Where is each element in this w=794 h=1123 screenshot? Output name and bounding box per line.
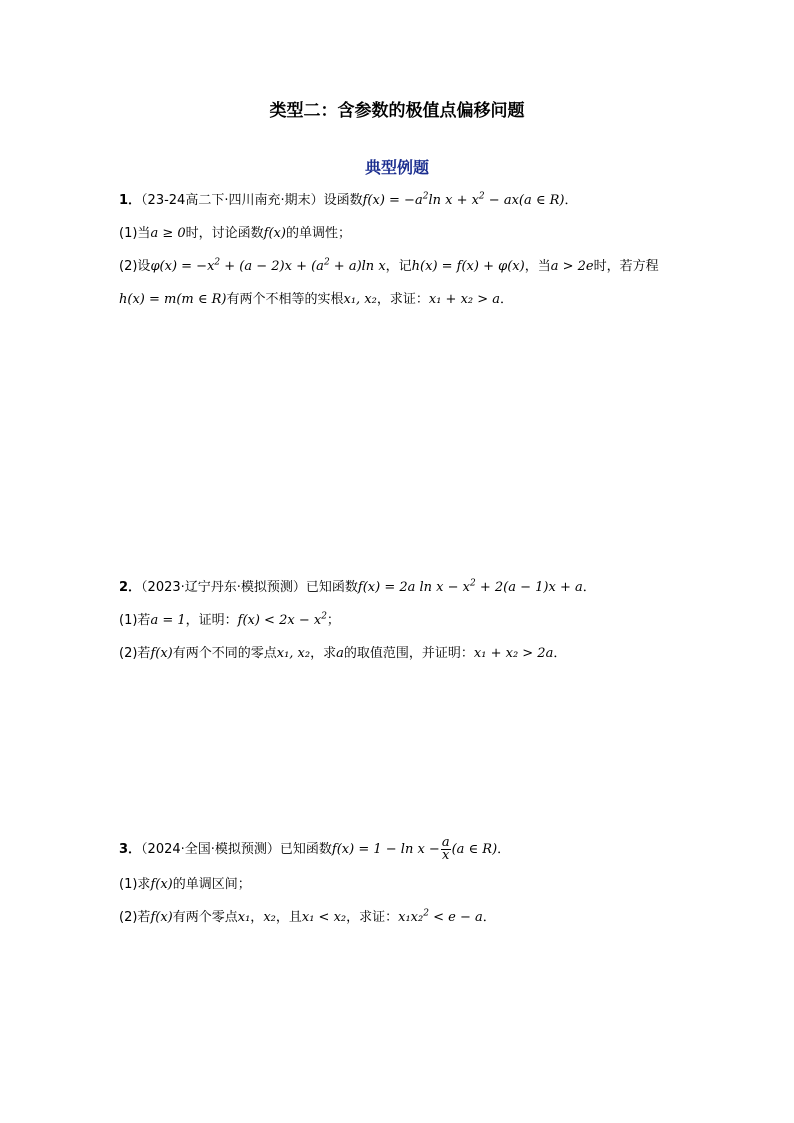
question-2-part-2: (2)若f(x)有两个不同的零点x₁, x₂，求a的取值范围，并证明：x₁ + x₂ > 2a． [119,646,567,661]
question-number: 1． [119,193,142,208]
question-source: （2023·辽宁丹东·模拟预测） [141,580,306,595]
fraction: $\frac{a}{x}$ [441,835,450,863]
question-1-part-2-cont: h(x) = m(m ∈ R)有两个不相等的实根x₁, x₂，求证：x₁ + x₂ > a． [119,292,514,307]
formula: f(x) = 2a $\ln x - x^2 + 2(a - 1)x + a$ [357,578,583,595]
page-title: 类型二：含参数的极值点偏移问题 [269,101,525,121]
question-3-part-1: (1)求f(x)的单调区间； [119,877,251,892]
question-2-part-1: (1)若a = 1，证明：$f(x) < 2x - x^2$； [119,611,340,628]
question-3-stem: 3．（2024·全国·模拟预测）已知函数f(x) = 1 − ln x − $\frac{a}{x}$ (a ∈ R)． [119,835,511,863]
formula: $\varphi(x) = -x^2 + (a - 2)x + (a^2 + a)\ln$ x [150,257,386,274]
question-1-stem: 1．（23-24高二下·四川南充·期末）设函数$f(x) = -a^2\ln$ $x + x^2 - ax(a$ ∈ R)． [119,191,578,208]
section-heading: 典型例题 [364,158,429,177]
question-2-stem: 2．（2023·辽宁丹东·模拟预测）已知函数f(x) = 2a $\ln x - x^2 + 2(a - 1)x + a$． [119,578,596,595]
question-number: 2． [119,580,142,595]
question-source: （2024·全国·模拟预测） [141,842,280,857]
question-3-part-2: (2)若f(x)有两个零点x₁，x₂，且x₁ < x₂，求证：x₁x₂$^2$ < e − a． [119,908,496,925]
question-source: （23-24高二下·四川南充·期末） [141,193,324,208]
question-1-part-1: (1)当a ≥ 0时，讨论函数f(x)的单调性； [119,226,351,241]
question-1-part-2: (2)设$\varphi(x) = -x^2 + (a - 2)x + (a^2 + a)\ln$ x，记h(x) = f(x) + φ(x)，当a > 2e时，若方程 [119,257,659,274]
question-number: 3． [119,842,142,857]
formula: $f(x) = -a^2\ln$ $x + x^2 - ax(a$ ∈ R) [362,191,565,208]
